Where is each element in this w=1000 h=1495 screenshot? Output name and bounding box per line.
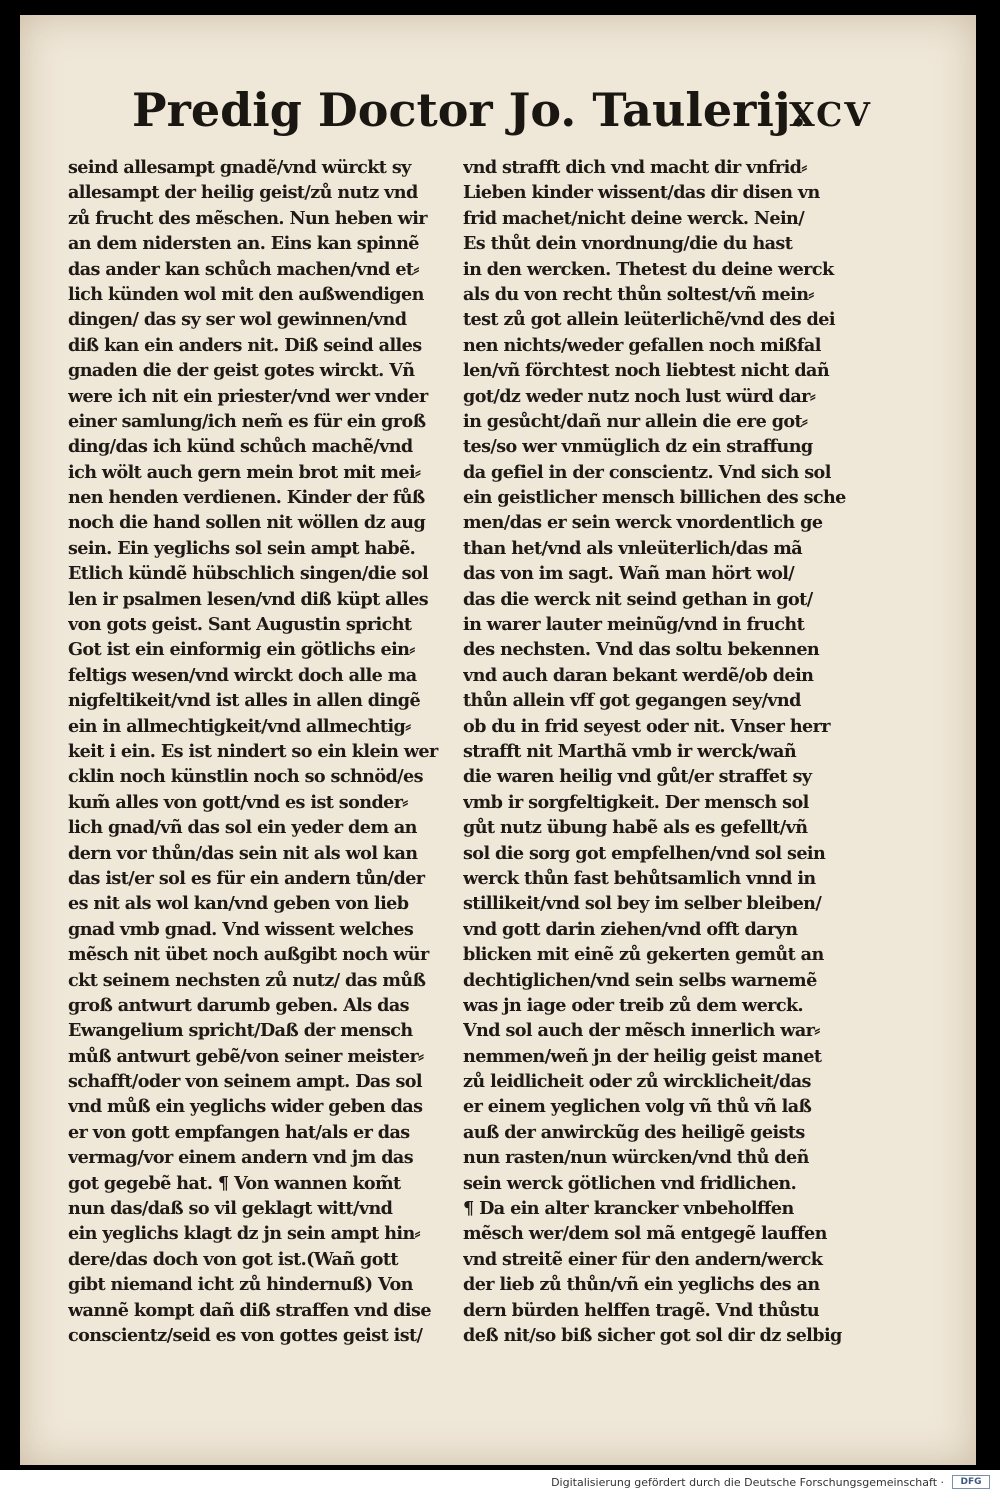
text-line: als du von recht thůn soltest/vñ mein⸗ <box>463 283 814 305</box>
text-line: ob du in frid seyest oder nit. Vnser herr <box>463 715 830 737</box>
text-line: were ich nit ein priester/vnd wer vnder <box>68 385 428 407</box>
text-line: Vnd sol auch der mẽsch innerlich war⸗ <box>463 1020 820 1042</box>
footer-bar <box>0 1470 1000 1495</box>
text-line: men/das er sein werck vnordentlich ge <box>463 512 823 534</box>
text-line: got/dz weder nutz noch lust würd dar⸗ <box>463 385 816 407</box>
folio-number: XCV <box>789 95 872 134</box>
text-line: nun das/daß so vil geklagt witt/vnd <box>68 1198 393 1220</box>
text-line: deß nit/so biß sicher got sol dir dz selbig <box>463 1324 842 1346</box>
text-line: an dem nidersten an. Eins kan spinnẽ <box>68 233 419 255</box>
text-line: Ewangelium spricht/Daß der mensch <box>68 1020 413 1042</box>
text-line: stillikeit/vnd sol bey im selber bleiben/ <box>463 893 822 915</box>
text-line: mẽsch wer/dem sol mã entgegẽ lauffen <box>463 1223 827 1245</box>
text-line: dern vor thůn/das sein nit als wol kan <box>68 842 418 864</box>
text-line: seind allesampt gnadẽ/vnd würckt sy <box>68 157 411 178</box>
text-line: lich gnad/vñ das sol ein yeder dem an <box>68 817 417 839</box>
text-line: nen henden verdienen. Kinder der fůß <box>68 487 425 509</box>
text-line: gibt niemand icht zů hindernuß) Von <box>68 1274 413 1296</box>
text-line: dern bürden helffen tragẽ. Vnd thůstu <box>463 1299 820 1321</box>
text-line: vnd auch daran bekant werdẽ/ob dein <box>463 664 814 686</box>
text-line: allesampt der heilig geist/zů nutz vnd <box>68 182 418 204</box>
running-title: Predig Doctor Jo. Taulerij. <box>132 83 807 137</box>
text-line: vnd můß ein yeglichs wider geben das <box>68 1096 423 1118</box>
text-line: test zů got allein leüterlichẽ/vnd des dei <box>463 309 835 331</box>
funding-note: Digitalisierung gefördert durch die Deutsche Forschungsgemeinschaft · <box>551 1476 944 1489</box>
text-line: in warer lauter meinũg/vnd in frucht <box>463 614 805 636</box>
text-line: das von im sagt. Wañ man hört wol/ <box>463 563 795 585</box>
text-line: das ist/er sol es für ein andern tůn/der <box>68 867 425 889</box>
text-line: than het/vnd als vnleüterlich/das mã <box>463 537 803 559</box>
text-line: sein. Ein yeglichs sol sein ampt habẽ. <box>68 537 416 559</box>
text-line: nen nichts/weder gefallen noch mißfal <box>463 334 821 356</box>
text-line: len ir psalmen lesen/vnd diß küpt alles <box>68 588 429 610</box>
text-line: got gegebẽ hat. ¶ Von wannen kom̃t <box>68 1172 401 1194</box>
text-line: Es thůt dein vnordnung/die du hast <box>463 233 793 255</box>
text-line: ¶ Da ein alter krancker vnbeholffen <box>463 1198 794 1220</box>
text-line: gůt nutz übung habẽ als es gefellt/vñ <box>463 817 808 839</box>
text-line: nigfeltikeit/vnd ist alles in allen dingẽ <box>68 690 421 712</box>
text-line: feltigs wesen/vnd wirckt doch alle ma <box>68 664 417 686</box>
text-line: er einem yeglichen volg vñ thů vñ laß <box>463 1096 812 1118</box>
text-line: einer samlung/ich nem̃ es für ein groß <box>68 410 426 432</box>
text-line: vnd streitẽ einer für den andern/werck <box>463 1248 823 1270</box>
text-line: gnad vmb gnad. Vnd wissent welches <box>68 918 414 940</box>
text-line: das die werck nit seind gethan in got/ <box>463 588 813 610</box>
text-line: sein werck götlichen vnd fridlichen. <box>463 1172 797 1194</box>
text-line: cklin noch künstlin noch so schnöd/es <box>68 766 423 788</box>
text-line: dechtiglichen/vnd sein selbs warnemẽ <box>463 969 817 991</box>
text-column-right <box>463 155 848 1348</box>
text-line: vnd gott darin ziehen/vnd offt daryn <box>463 918 798 940</box>
text-line: blicken mit einẽ zů gekerten gemůt an <box>463 944 824 966</box>
text-line: wannẽ kompt dañ diß straffen vnd dise <box>68 1299 431 1321</box>
text-line: frid machet/nicht deine werck. Nein/ <box>463 207 805 229</box>
text-line: gnaden die der geist gotes wirckt. Vñ <box>68 360 415 382</box>
text-line: von gots geist. Sant Augustin spricht <box>68 614 412 636</box>
text-line: in den wercken. Thetest du deine werck <box>463 258 834 280</box>
book-page <box>20 15 976 1465</box>
text-line: zů leidlicheit oder zů wircklicheit/das <box>463 1071 811 1093</box>
text-line: nemmen/weñ jn der heilig geist manet <box>463 1045 822 1067</box>
text-line: thůn allein vff got gegangen sey/vnd <box>463 690 801 712</box>
text-line: es nit als wol kan/vnd geben von lieb <box>68 893 409 915</box>
text-line: ein yeglichs klagt dz jn sein ampt hin⸗ <box>68 1223 420 1245</box>
text-line: Got ist ein einformig ein götlichs ein⸗ <box>68 639 415 661</box>
text-line: die waren heilig vnd gůt/er straffet sy <box>463 766 812 788</box>
text-line: mẽsch nit übet noch außgibt noch wür <box>68 944 429 966</box>
text-line: můß antwurt gebẽ/von seiner meister⸗ <box>68 1045 424 1067</box>
text-line: was jn iage oder treib zů dem werck. <box>463 994 804 1016</box>
text-line: vermag/vor einem andern vnd jm das <box>68 1147 414 1169</box>
dfg-logo: DFG <box>952 1475 990 1489</box>
text-line: len/vñ förchtest noch liebtest nicht dañ <box>463 360 830 382</box>
text-line: da gefiel in der conscientz. Vnd sich sol <box>463 461 831 483</box>
text-line: dere/das doch von got ist.(Wañ gott <box>68 1248 398 1270</box>
text-line: sol die sorg got empfelhen/vnd sol sein <box>463 842 826 864</box>
text-line: werck thůn fast behůtsamlich vnnd in <box>463 867 816 889</box>
text-line: ckt seinem nechsten zů nutz/ das můß <box>68 969 426 991</box>
text-line: zů frucht des mẽschen. Nun heben wir <box>68 207 427 229</box>
text-line: der lieb zů thůn/vñ ein yeglichs des an <box>463 1274 820 1296</box>
text-line: schafft/oder von seinem ampt. Das sol <box>68 1071 423 1093</box>
text-line: ein in allmechtigkeit/vnd allmechtig⸗ <box>68 715 411 737</box>
text-line: tes/so wer vnmüglich dz ein straffung <box>463 436 813 458</box>
text-line: keit i ein. Es ist nindert so ein klein wer <box>68 740 438 762</box>
text-line: er von gott empfangen hat/als er das <box>68 1121 410 1143</box>
text-line: auß der anwirckũg des heiligẽ geists <box>463 1121 805 1143</box>
text-line: dingen/ das sy ser wol gewinnen/vnd <box>68 309 407 331</box>
text-line: das ander kan schůch machen/vnd et⸗ <box>68 258 419 280</box>
text-line: des nechsten. Vnd das soltu bekennen <box>463 639 820 661</box>
text-line: Lieben kinder wissent/das dir disen vn <box>463 182 820 204</box>
page-header <box>132 83 872 153</box>
text-line: diß kan ein anders nit. Diß seind alles <box>68 334 422 356</box>
text-line: Etlich kündẽ hübschlich singen/die sol <box>68 563 429 585</box>
text-column-left <box>68 155 453 1348</box>
text-line: ein geistlicher mensch billichen des sche <box>463 487 846 509</box>
text-line: lich künden wol mit den außwendigen <box>68 283 424 305</box>
text-line: groß antwurt darumb geben. Als das <box>68 994 409 1016</box>
text-line: noch die hand sollen nit wöllen dz aug <box>68 512 426 534</box>
text-line: vnd strafft dich vnd macht dir vnfrid⸗ <box>463 157 807 178</box>
text-line: vmb ir sorgfeltigkeit. Der mensch sol <box>463 791 809 813</box>
text-line: in gesůcht/dañ nur allein die ere got⸗ <box>463 410 808 432</box>
text-line: strafft nit Marthã vmb ir werck/wañ <box>463 740 797 762</box>
text-line: ding/das ich künd schůch machẽ/vnd <box>68 436 413 458</box>
text-line: nun rasten/nun würcken/vnd thů deñ <box>463 1147 809 1169</box>
text-line: kum̃ alles von gott/vnd es ist sonder⸗ <box>68 791 408 813</box>
text-line: ich wölt auch gern mein brot mit mei⸗ <box>68 461 421 483</box>
text-line: conscientz/seid es von gottes geist ist/ <box>68 1324 423 1346</box>
